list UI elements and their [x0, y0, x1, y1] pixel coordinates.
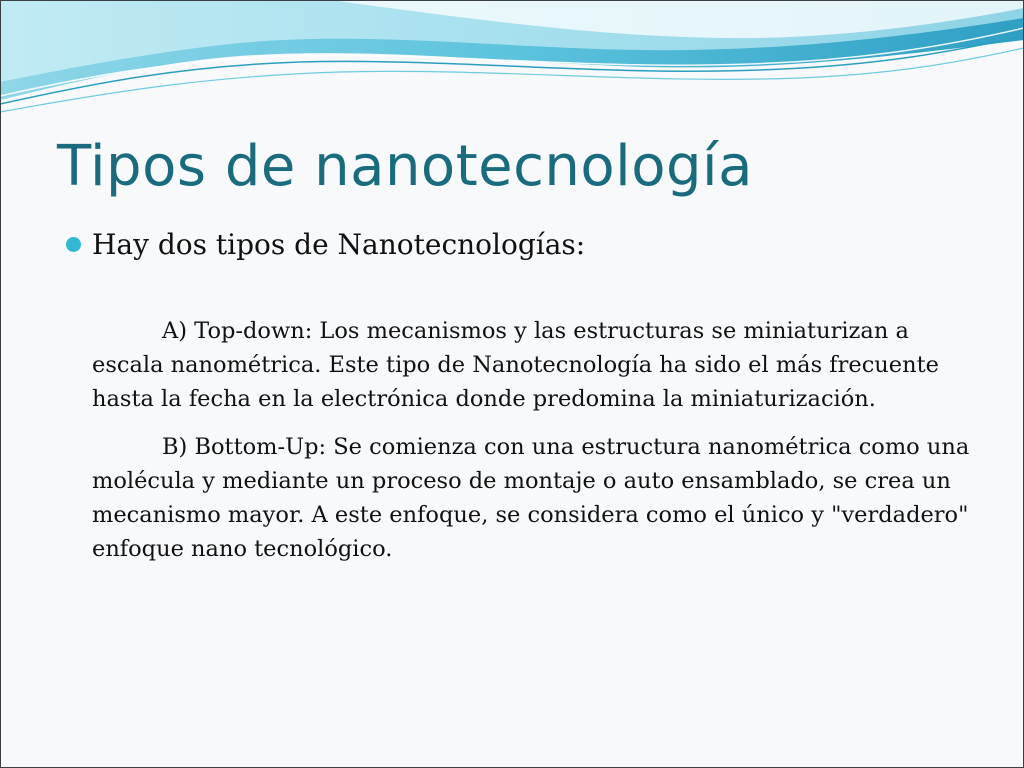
paragraph-bottom-up: [62, 430, 972, 566]
paragraph-top-down-text: A) Top-down: Los mecanismos y las estructuras se miniaturizan a escala nanométrica. Este tipo de Nanotecnología ha sido el más frecuente hasta la fecha en la electrónica donde predomina la miniaturización.: [92, 318, 939, 412]
header-wave-decoration: [0, 0, 1024, 130]
paragraph-bottom-up-text: B) Bottom-Up: Se comienza con una estructura nanométrica como una molécula y mediante un proceso de montaje o auto ensamblado, se crea un mecanismo mayor. A este enfoque, se considera como el único y "verdadero" enfoque nano tecnológico.: [92, 434, 970, 562]
bullet-text: Hay dos tipos de Nanotecnologías:: [92, 228, 586, 261]
slide-content: [62, 222, 972, 566]
paragraph-top-down: [62, 314, 972, 416]
slide-title: Tipos de nanotecnología: [57, 134, 753, 199]
bullet-dot-icon: [66, 237, 81, 252]
bullet-item: [62, 222, 972, 268]
